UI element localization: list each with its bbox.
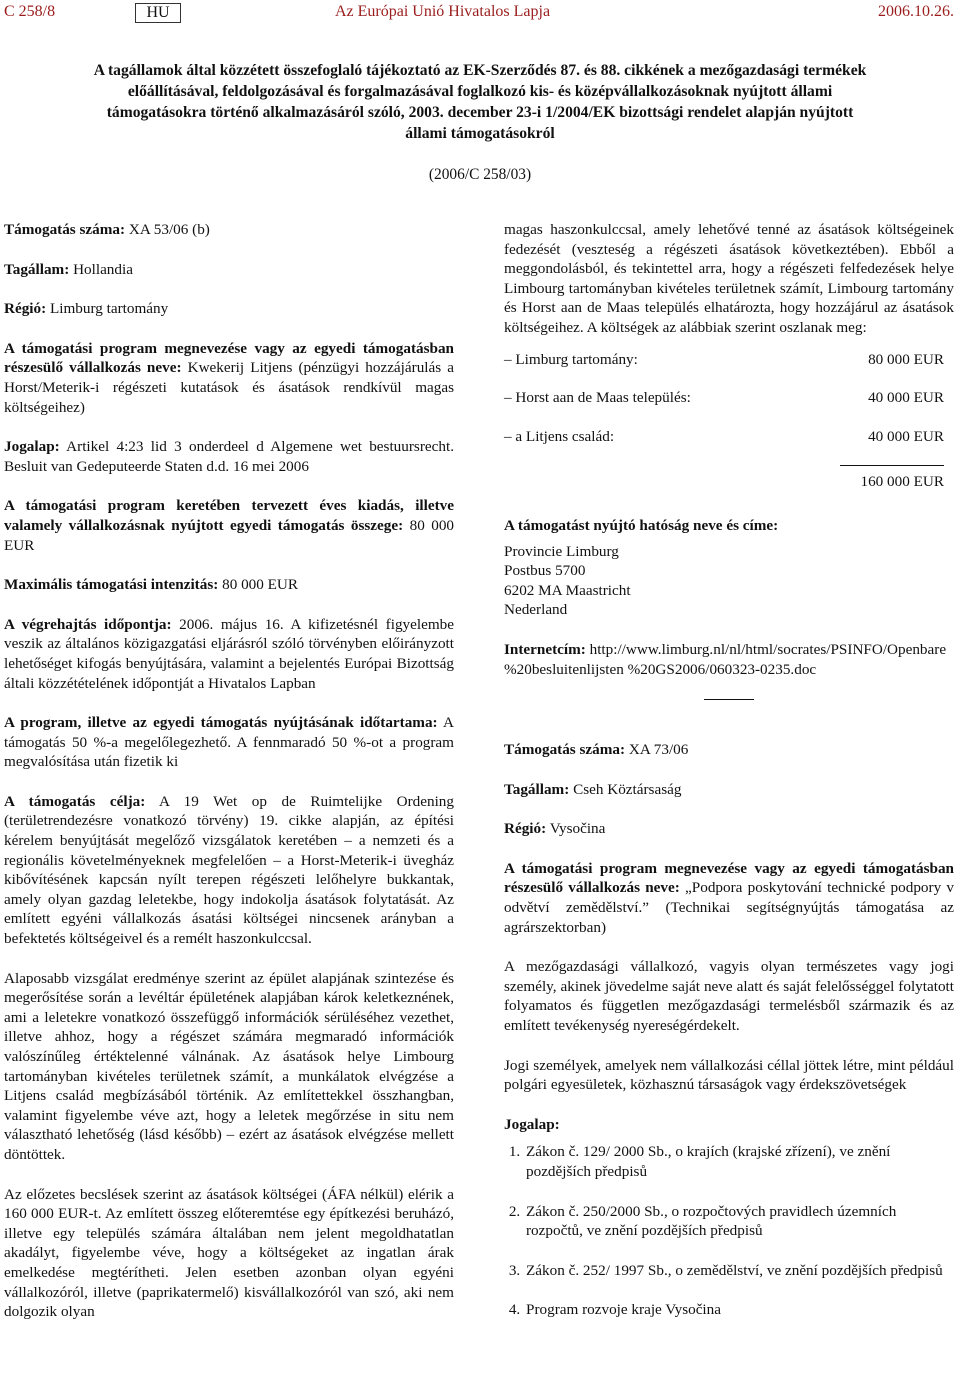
duration-label: A program, illetve az egyedi támogatás nyújtásának időtartama:: [4, 714, 438, 732]
aid-number-label: Támogatás száma:: [4, 221, 126, 238]
legal-basis-label: Jogalap:: [4, 438, 60, 456]
cost-amount: 40 000 EUR: [868, 389, 944, 407]
authority-address: [504, 542, 954, 620]
internet-label: Internetcím:: [504, 640, 586, 658]
member-state-value: Hollandia: [69, 260, 133, 278]
issue-date: 2006.10.26.: [878, 3, 954, 20]
scheme-name-label: A támogatási program megnevezése vagy az egyedi támogatásban részesülő vállalkozás neve:: [4, 339, 454, 377]
cost-label: – Horst aan de Maas település:: [504, 389, 691, 407]
cost-total: 160 000 EUR: [860, 473, 944, 491]
authority-heading: [504, 516, 954, 536]
region-label: Régió:: [4, 300, 47, 318]
region-label: Régió:: [504, 820, 547, 838]
legal-basis: [504, 1115, 954, 1135]
aid-number-value: XA 53/06 (b): [125, 221, 210, 238]
internet-address: [504, 640, 954, 679]
legal-basis-value: Artikel 4:23 lid 3 onderdeel d Algemene wet bestuursrecht. Besluit van Gedeputeerde Staten d.d. 16 mei 2006: [4, 438, 454, 475]
language-box: HU: [135, 3, 181, 23]
max-intensity-value: 80 000 EUR: [218, 576, 299, 594]
page-reference: C 258/8: [4, 3, 56, 20]
region-value: Vysočina: [546, 820, 606, 838]
sum-rule: [840, 465, 944, 466]
body-paragraph: Az előzetes becslések szerint az ásatások költségei (ÁFA nélkül) elérik a 160 000 EUR-t. Az említett összeg előteremtése egy építkezési beruházó, illetve egy település számára általában nem jelent megoldhatatlan akadályt, figyelembe véve, hogy a költségeket az ingatlan árak emelkedése megtérítheti. Jelen esetben azonban olyan egyéni vállalkozóról, illetve (paprikatermelő) kisvállalkozóról van szó, aki nem dolgozik olyan: [4, 1185, 454, 1321]
scheme-name: [4, 339, 454, 417]
max-intensity-label: Maximális támogatási intenzitás:: [4, 576, 219, 594]
max-intensity: [4, 575, 454, 595]
section-divider: [704, 699, 754, 700]
address-line: Nederland: [504, 601, 568, 619]
address-line: Postbus 5700: [504, 562, 586, 580]
objective: [4, 792, 454, 949]
list-item: 2. Zákon č. 250/2000 Sb., o rozpočtových pravidlech územních rozpočtů, ve znění pozdějších předpisů: [524, 1202, 954, 1241]
cost-label: – a Litjens család:: [504, 427, 615, 445]
list-item: 3. Zákon č. 252/ 1997 Sb., o zemědělství, ve znění pozdějších předpisů: [524, 1261, 954, 1281]
member-state-label: Tagállam:: [504, 780, 570, 798]
cost-row: [504, 350, 944, 389]
legal-basis-label: Jogalap:: [504, 1115, 560, 1133]
objective-value: A 19 Wet op de Ruimtelijke Ordening (területrendezésre vonatkozó törvény) 19. cikke alapján, az építési kérelem benyújtását megelőző vizsgálatok keretében – a nemzeti és a regionális követelményeknek megfelelően – a Horst-Meterik-i üvegház kibővítésének kapcsán nyílt terepen régészeti lelőhelyre bukkantak, amely olyan gazdag leletekbe, hogy indokolja ásatások folytatását. Az említett egyéni vállalkozás ásatási költségei nincsenek arányban a befektetés költségeivel és a remélt haszonkulccsal.: [4, 792, 454, 948]
objective-label: A támogatás célja:: [4, 792, 146, 810]
right-column: [504, 220, 954, 1340]
duration: [4, 713, 454, 772]
duration-value: A támogatás 50 %-a megelőlegezhető. A fennmaradó 50 %-ot a program megvalósítása után fizetik ki: [4, 714, 454, 771]
list-item: 1. Zákon č. 129/ 2000 Sb., o krajích (krajské zřízení), ve znění pozdějších předpisů: [524, 1142, 954, 1181]
address-line: Provincie Limburg: [504, 542, 619, 560]
member-state-label: Tagállam:: [4, 260, 70, 278]
member-state: [504, 780, 954, 800]
legal-basis-list: [504, 1142, 954, 1320]
cost-row: [504, 427, 944, 466]
journal-title: Az Európai Unió Hivatalos Lapja: [335, 3, 551, 20]
document-reference: (2006/C 258/03): [428, 166, 532, 183]
address-line: 6202 MA Maastricht: [504, 581, 631, 599]
aid-number: [504, 740, 954, 760]
region-value: Limburg tartomány: [46, 300, 169, 318]
scheme-name: [504, 859, 954, 937]
legal-basis: [4, 437, 454, 476]
region: [504, 819, 954, 839]
member-state: [4, 260, 454, 280]
implementation-date-label: A végrehajtás időpontja:: [4, 615, 172, 633]
annual-expenditure: [4, 496, 454, 555]
cost-amount: 80 000 EUR: [868, 350, 944, 368]
page-header: [0, 0, 960, 30]
scheme-name-value: Kwekerij Litjens (pénzügyi hozzájárulás a Horst/Meterik-i régészeti kutatások és ásatások rendkívül magas költségeihez): [4, 359, 454, 416]
document-title: A tagállamok által közzétett összefoglaló tájékoztató az EK-Szerződés 87. és 88. cikkének a mezőgazdasági termékek előállításával, feldolgozásával és forgalmazásával foglalkozó kis- és középvállalkozásoknak nyújtott állami támogatásokra történő alkalmazásáról szóló, 2003. december 23-i 1/2004/EK bizottsági rendelet alapján nyújtott állami támogatásokról: [93, 62, 867, 142]
internet-url[interactable]: http://www.limburg.nl/nl/html/socrates/PSINFO/Openbare %20besluitenlijsten %20GS2006/060323-0235.doc: [504, 640, 947, 678]
body-paragraph: Alaposabb vizsgálat eredménye szerint az épület alapjának szintezése és megerősítése során a levéltár épületének alapjában károk keletkeznének, ami a leletekre vonatkozó összefüggő információk sérüléséhez vezethet, illetve ahhoz, hogy a régészet számára megmaradó információk valószínűleg értéktelenné válnának. Az ásatások helye Limbourg tartományban kivételes területnek számít, a munkálatok elvégzése a Litjens család megbízásából történik. Az említettekkel összhangban, valamint figyelembe véve azt, hogy a leletek megőrzése in situ nem választható lehetőség (lásd később) – ezért az ásatások elvégzése mellett döntöttek.: [4, 969, 454, 1163]
list-item: 4. Program rozvoje kraje Vysočina: [524, 1300, 954, 1320]
aid-number: [4, 220, 454, 240]
region: [4, 299, 454, 319]
body-paragraph: magas haszonkulccsal, amely lehetővé tenné az ásatások költségeinek fedezését (veszteség a régészeti ásatások következtében). Ebből a meggondolásból, és tekintettel arra, hogy a régészeti felfedezések helye Limbourg tartományban kivételes területnek számít, Limbourg tartomány és Horst aan de Maas település elhatározta, hogy hozzájárul az ásatások költségeihez. A költségek az alábbiak szerint oszlanak meg:: [504, 221, 954, 336]
member-state-value: Cseh Köztársaság: [569, 780, 682, 798]
annual-expenditure-label: A támogatási program keretében tervezett éves kiadás, illetve valamely vállalkozásnak nyújtott egyedi támogatás összege:: [4, 497, 454, 534]
implementation-date: [4, 615, 454, 693]
cost-amount: 40 000 EUR: [868, 427, 944, 445]
authority-label: A támogatást nyújtó hatóság neve és címe:: [504, 516, 779, 534]
scheme-name-value: „Podpora poskytování technické podpory v odvětví zemědělství.” (Technikai segítségnyújtás támogatása az agrárszektorban): [504, 879, 954, 936]
aid-number-label: Támogatás száma:: [504, 741, 626, 759]
cost-row: [504, 388, 944, 427]
cost-label: – Limburg tartomány:: [504, 350, 638, 368]
aid-number-value: XA 73/06: [625, 741, 689, 759]
body-paragraph: Jogi személyek, amelyek nem vállalkozási céllal jöttek létre, mint például polgári egyesületek, közhasznú társaságok vagy érdekszövetségek: [504, 1056, 954, 1094]
body-paragraph: A mezőgazdasági vállalkozó, vagyis olyan természetes vagy jogi személy, akinek jövedelme saját neve alatt és saját felelősséggel folytatott folyamatos és független mezőgazdasági termelésből származik és az említett tevékenység nyereségérdekelt.: [504, 958, 954, 1035]
scheme-name-label: A támogatási program megnevezése vagy az egyedi támogatásban részesülő vállalkozás neve:: [504, 859, 954, 897]
annual-expenditure-value: 80 000 EUR: [4, 516, 455, 554]
implementation-date-value: 2006. május 16. A kifizetésnél figyelembe veszik az általános közigazgatási eljárásról szóló törvényben előirányzott lehetőséget kifogás benyújtására, valamint a bejelentés Európai Bizottság általi közzétételének időpontját a Hivatalos Lapban: [4, 615, 454, 692]
left-column: [4, 220, 454, 1342]
cost-breakdown: [504, 350, 944, 466]
